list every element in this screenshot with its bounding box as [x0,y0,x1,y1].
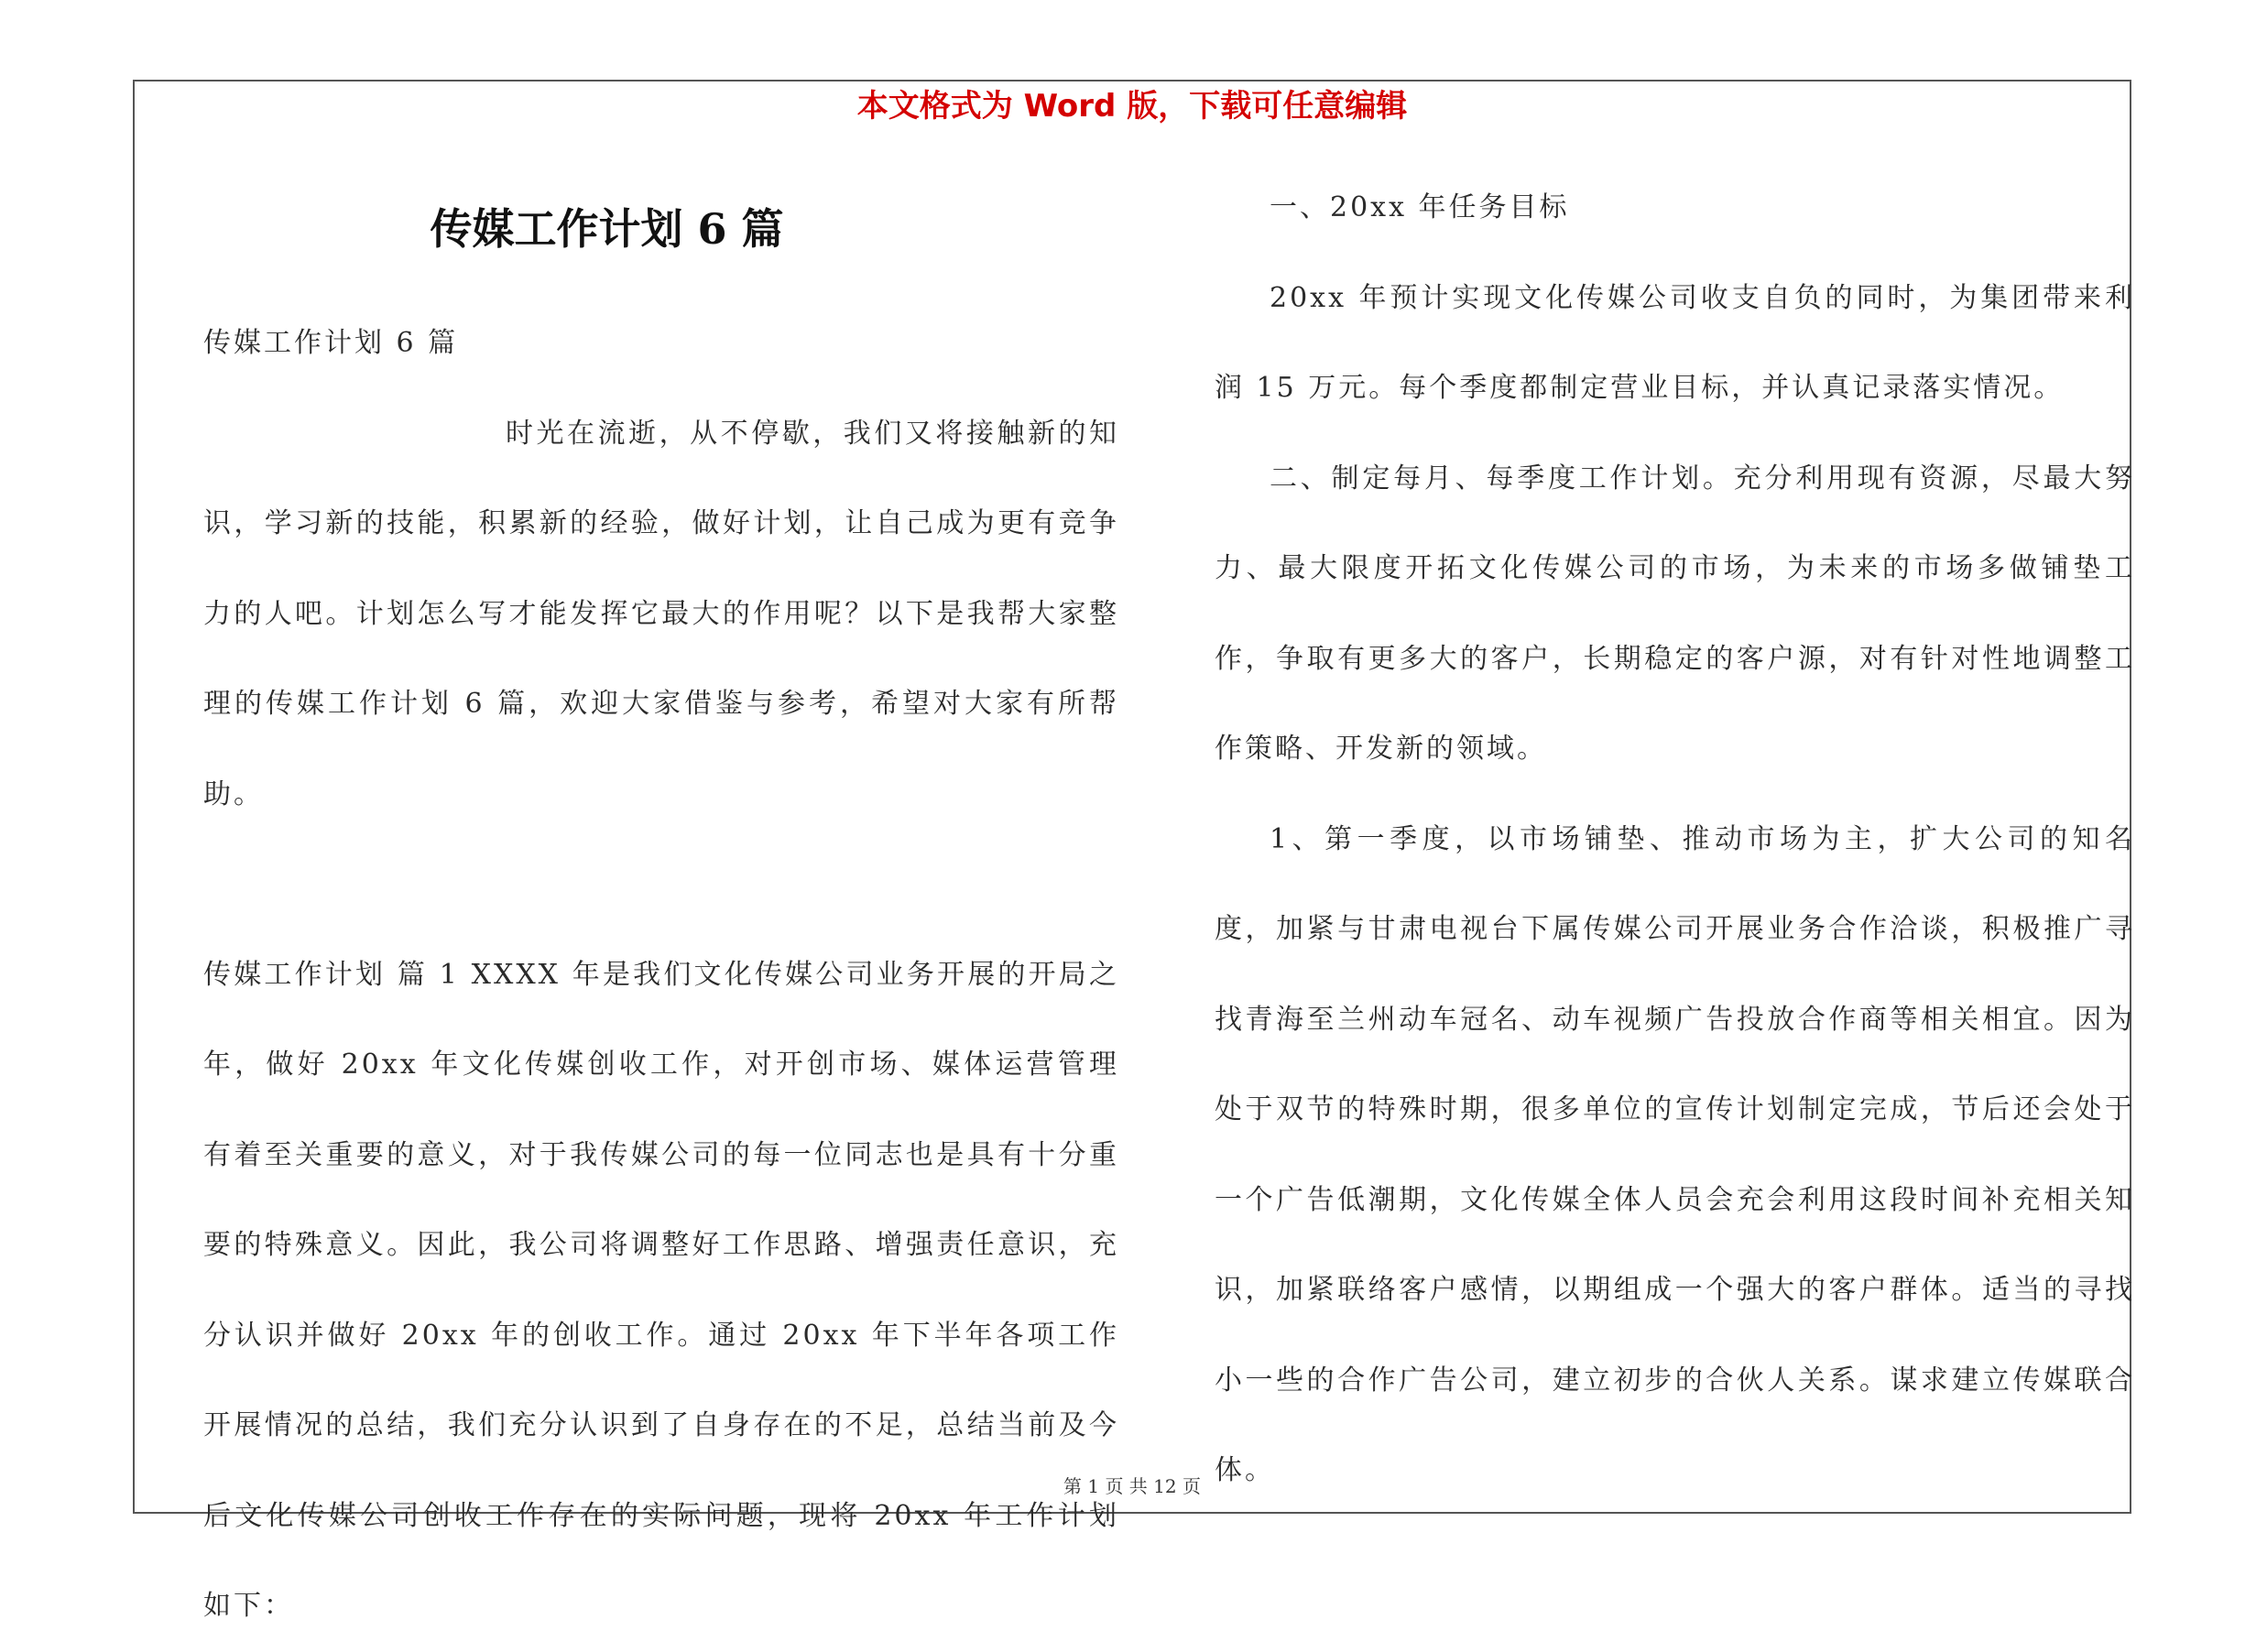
word-format-banner: 本文格式为 Word 版，下载可任意编辑 [856,88,1408,125]
paragraph-spacer [203,840,1119,930]
task-goal-paragraph: 20xx 年预计实现文化传媒公司收支自负的同时，为集团带来利润 15 万元。每个季度都制定营业目标，并认真记录落实情况。 [1215,281,2135,404]
monthly-plan-paragraph: 二、制定每月、每季度工作计划。充分利用现有资源，尽最大努力、最大限度开拓文化传媒公司的市场，为未来的市场多做铺垫工作，争取有更多大的客户，长期稳定的客户源，对有针对性地调整工作策略、开发新的领域。 [1215,462,2135,765]
section-1-paragraph: 传媒工作计划 篇 1 XXXX 年是我们文化传媒公司业务开展的开局之年，做好 20xx 年文化传媒创收工作，对开创市场、媒体运营管理有着至关重要的意义，对于我传媒公司的每一位同志也是具有十分重要的特殊意义。因此，我公司将调整好工作思路、增强责任意识，充分认识并做好 20xx 年的创收工作。通过 20xx 年下半年各项工作开展情况的总结，我们充分认识到了自身存在的不足，总结当前及今后文化传媒公司创收工作存在的实际问题，现将 20xx 年工作计划如下： [203,958,1119,1622]
right-column [1215,163,2135,1516]
document-title: 传媒工作计划 6 篇 [430,204,784,254]
intro-paragraph: 时光在流逝，从不停歇，我们又将接触新的知识，学习新的技能，积累新的经验，做好计划，让自己成为更有竞争力的人吧。计划怎么写才能发挥它最大的作用呢？以下是我帮大家整理的传媒工作计划 6 篇，欢迎大家借鉴与参考，希望对大家有所帮助。 [203,417,1119,810]
first-quarter-paragraph: 1、第一季度，以市场铺垫、推动市场为主，扩大公司的知名度，加紧与甘肃电视台下属传媒公司开展业务合作洽谈，积极推广寻找青海至兰州动车冠名、动车视频广告投放合作商等相关相宜。因为处于双节的特殊时期，很多单位的宣传计划制定完成，节后还会处于一个广告低潮期，文化传媒全体人员会充会利用这段时间补充相关知识，加紧联络客户感情，以期组成一个强大的客户群体。适当的寻找小一些的合作广告公司，建立初步的合伙人关系。谋求建立传媒联合体。 [1215,822,2135,1486]
page-number-footer: 第 1 页 共 12 页 [1063,1475,1201,1497]
task-goal-heading: 一、20xx 年任务目标 [1270,191,1570,223]
left-column [203,299,1119,1652]
subtitle: 传媒工作计划 6 篇 [203,327,459,359]
